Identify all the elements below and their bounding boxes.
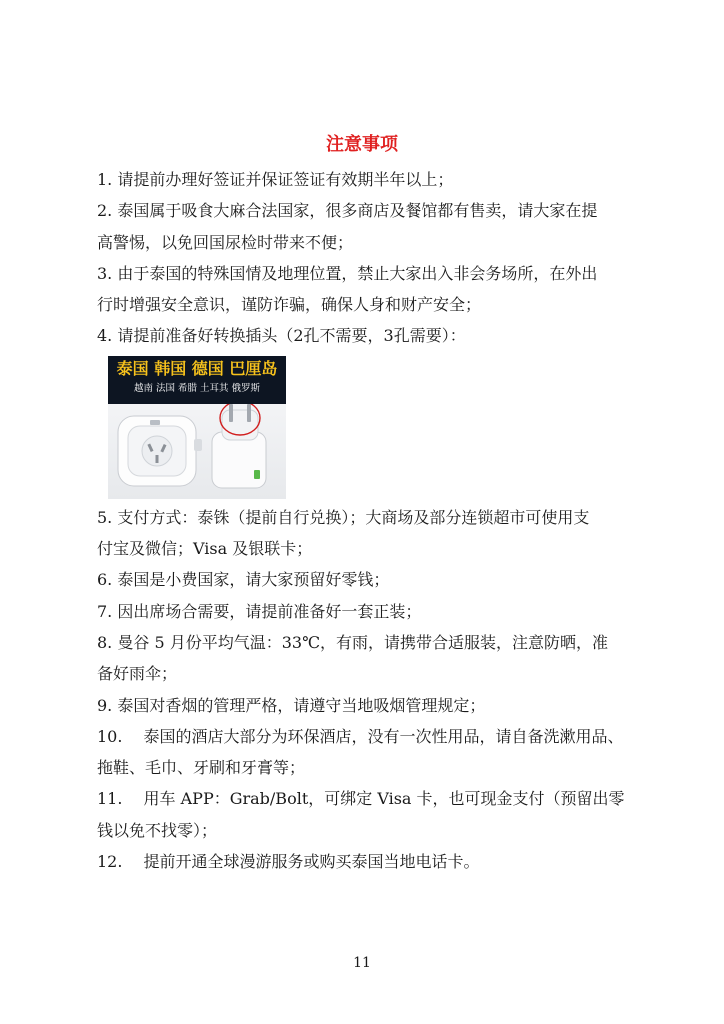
travel-adapter-image [108, 356, 286, 499]
notice-list [97, 164, 642, 877]
page-title: 注意事项 [326, 134, 398, 155]
notice-line: 行时增强安全意识，谨防诈骗，确保人身和财产安全； [97, 295, 482, 315]
adapter-plug-icon [108, 404, 286, 499]
notice-line: 1. 请提前办理好签证并保证签证有效期半年以上； [97, 170, 454, 189]
notice-line: 6. 泰国是小费国家，请大家预留好零钱； [97, 570, 390, 590]
notice-line: 付宝及微信；Visa 及银联卡； [97, 539, 313, 559]
notice-line: 8. 曼谷 5 月份平均气温：33℃，有雨，请携带合适服装，注意防晒，准 [97, 632, 608, 652]
notice-line: 高警惕，以免回国尿检时带来不便； [97, 232, 354, 252]
image-banner [108, 356, 286, 404]
image-banner-subtitle: 越南 法国 希腊 土耳其 俄罗斯 [133, 382, 261, 394]
notice-line: 4. 请提前准备好转换插头（2孔不需要，3孔需要）： [97, 326, 466, 346]
notice-line: 拖鞋、毛巾、牙刷和牙膏等； [97, 758, 306, 778]
notice-line: 9. 泰国对香烟的管理严格，请遵守当地吸烟管理规定； [97, 695, 486, 715]
notice-line: 备好雨伞； [97, 664, 178, 684]
notice-line: 2. 泰国属于吸食大麻合法国家，很多商店及餐馆都有售卖，请大家在提 [97, 201, 598, 221]
notice-line: 3. 由于泰国的特殊国情及地理位置，禁止大家出入非会务场所，在外出 [97, 263, 598, 283]
notice-line: 11. 用车 APP：Grab/Bolt，可绑定 Visa 卡，也可现金支付（预留出零 [97, 789, 625, 809]
page-number: 11 [353, 955, 371, 971]
image-container [97, 352, 642, 502]
notice-line: 10. 泰国的酒店大部分为环保酒店，没有一次性用品，请自备洗漱用品、 [97, 726, 624, 746]
notice-line: 钱以免不找零）； [97, 820, 218, 840]
notice-line: 5. 支付方式：泰铢（提前自行兑换）；大商场及部分连锁超市可使用支 [97, 507, 590, 527]
notice-line: 7. 因出席场合需要，请提前准备好一套正装； [97, 601, 422, 621]
image-banner-title: 泰国 韩国 德国 巴厘岛 [116, 358, 278, 378]
adapter-photo [108, 404, 286, 499]
notice-line: 12. 提前开通全球漫游服务或购买泰国当地电话卡。 [97, 852, 480, 872]
